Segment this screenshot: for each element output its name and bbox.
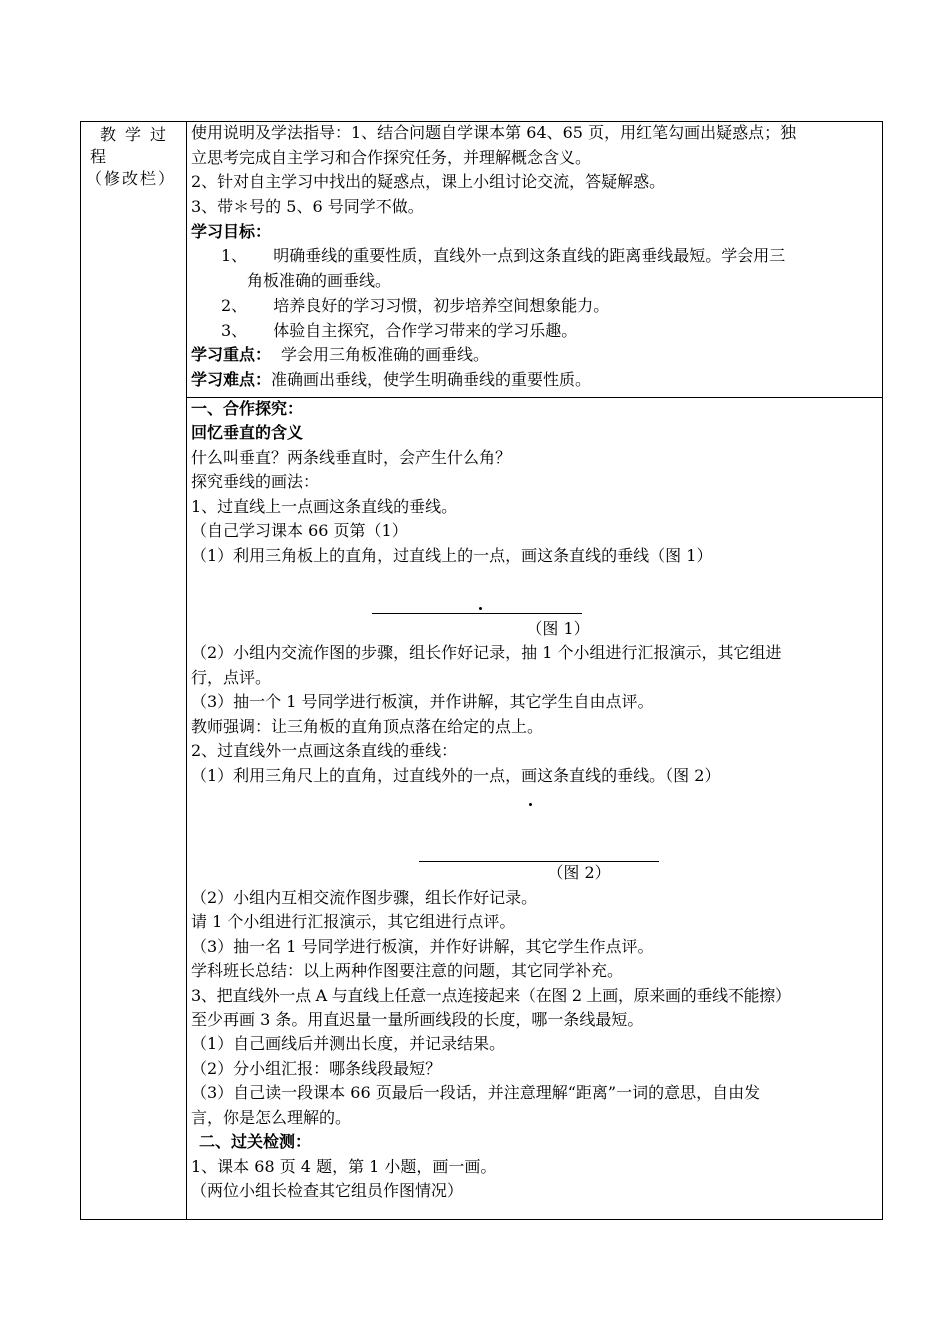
step-3-line-1: 3、把直线外一点 A 与直线上任意一点连接起来（在图 2 上画，原来画的垂线不能擦） — [191, 985, 791, 1005]
objective-3-number: 3、 — [221, 320, 248, 340]
section-2-title: 二、过关检测： — [199, 1132, 312, 1152]
objective-2-number: 2、 — [221, 295, 248, 315]
key-point-label: 学习重点： — [191, 345, 272, 365]
teacher-note: 教师强调：让三角板的直角顶点落在给定的点上。 — [191, 716, 544, 736]
table-border-right — [882, 121, 883, 1220]
objective-2 — [191, 294, 873, 319]
step-3-a: （1）自己画线后并测出长度，并记录结果。 — [191, 1034, 506, 1054]
guide-line-4: 3、带＊号的 5、6 号同学不做。 — [191, 197, 424, 217]
label-line-2: 程 — [90, 147, 107, 166]
table-column-divider — [186, 121, 187, 1220]
left-column-label — [86, 124, 182, 190]
figure-2-line — [419, 861, 659, 862]
table-border-left — [80, 121, 81, 1220]
step-3-c-line-1: （3）自己读一段课本 66 页最后一段话，并注意理解“距离”一词的意思，自由发 — [191, 1083, 761, 1103]
difficulty-label: 学习难点： — [191, 369, 272, 389]
step-1: 1、过直线上一点画这条直线的垂线。 — [191, 496, 458, 516]
step-1-b-line-1: （2）小组内交流作图的步骤，组长作好记录，抽 1 个小组进行汇报演示，其它组进 — [191, 643, 782, 663]
key-point-text: 学会用三角板准确的画垂线。 — [281, 345, 490, 365]
check-1: 1、课本 68 页 4 题，第 1 小题，画一画。 — [191, 1156, 497, 1176]
objectives-title: 学习目标： — [191, 221, 272, 241]
step-2-a: （1）利用三角尺上的直角，过直线外的一点，画这条直线的垂线。（图 2） — [191, 765, 721, 785]
figure-2-area-2 — [191, 812, 873, 836]
inquiry-cell — [191, 397, 873, 1203]
figure-1-caption: （图 1） — [526, 618, 590, 638]
step-1-c: （3）抽一个 1 号同学进行板演，并作讲解，其它学生自由点评。 — [191, 692, 654, 712]
objective-3 — [191, 319, 873, 344]
figure-2-area-1 — [191, 788, 873, 812]
guide-line-2: 立思考完成自主学习和合作探究任务，并理解概念含义。 — [191, 147, 592, 167]
step-1-a: （1）利用三角板上的直角，过直线上的一点，画这条直线的垂线（图 1） — [191, 545, 713, 565]
difficulty-point — [191, 368, 873, 393]
label-line-1: 教学过 — [100, 125, 176, 144]
figure-2-point — [529, 803, 532, 806]
objective-1-text: 明确垂线的重要性质，直线外一点到这条直线的距离垂线最短。学会用三 — [273, 246, 786, 266]
check-1-note: （两位小组长检查其它组员作图情况） — [191, 1181, 464, 1200]
step-1-note: （自己学习课本 66 页第（1） — [191, 521, 408, 541]
step-3-line-2: 至少再画 3 条。用直迟量一量所画线段的长度，哪一条线最短。 — [191, 1009, 644, 1029]
step-1-b-line-2: 行，点评。 — [191, 667, 272, 687]
guide-cell — [191, 121, 873, 393]
objective-1 — [191, 244, 873, 269]
guide-line-3: 2、针对自主学习中找出的疑惑点，课上小组讨论交流，答疑解惑。 — [191, 172, 666, 192]
difficulty-text: 准确画出垂线，使学生明确垂线的重要性质。 — [271, 369, 592, 389]
figure-1-line — [372, 613, 582, 614]
step-2: 2、过直线外一点画这条直线的垂线： — [191, 741, 458, 761]
step-2-b-2: 请 1 个小组进行汇报演示，其它组进行点评。 — [191, 912, 516, 932]
section-1-title: 一、合作探究： — [191, 399, 304, 418]
step-2-c: （3）抽一名 1 号同学进行板演，并作好讲解，其它学生作点评。 — [191, 936, 654, 956]
monitor-note: 学科班长总结：以上两种作图要注意的问题，其它同学补充。 — [191, 961, 624, 981]
label-line-3: （修改栏） — [86, 169, 177, 188]
figure-2-area-3 — [191, 837, 873, 861]
recall-title: 回忆垂直的含义 — [191, 423, 304, 443]
question-1: 什么叫垂直？两条线垂直时，会产生什么角？ — [191, 447, 512, 467]
key-point — [191, 343, 873, 368]
step-2-b: （2）小组内互相交流作图步骤，组长作好记录。 — [191, 887, 538, 907]
objective-1-number: 1、 — [221, 246, 248, 266]
objective-2-text: 培养良好的学习习惯，初步培养空间想象能力。 — [273, 295, 610, 315]
objective-1-continued: 角板准确的画垂线。 — [247, 271, 392, 291]
question-2: 探究垂线的画法： — [191, 472, 320, 492]
table-border-bottom — [80, 1219, 883, 1220]
objective-3-text: 体验自主探究，合作学习带来的学习乐趣。 — [273, 320, 578, 340]
figure-1-point — [479, 607, 482, 610]
guide-line-1: 使用说明及学法指导：1、结合问题自学课本第 64、65 页，用红笔勾画出疑惑点；独 — [191, 123, 797, 142]
step-3-c-line-2: 言，你是怎么理解的。 — [191, 1107, 352, 1127]
step-3-b: （2）分小组汇报：哪条线段最短？ — [191, 1058, 442, 1078]
blank-line — [191, 568, 873, 592]
figure-2-caption: （图 2） — [547, 863, 611, 883]
